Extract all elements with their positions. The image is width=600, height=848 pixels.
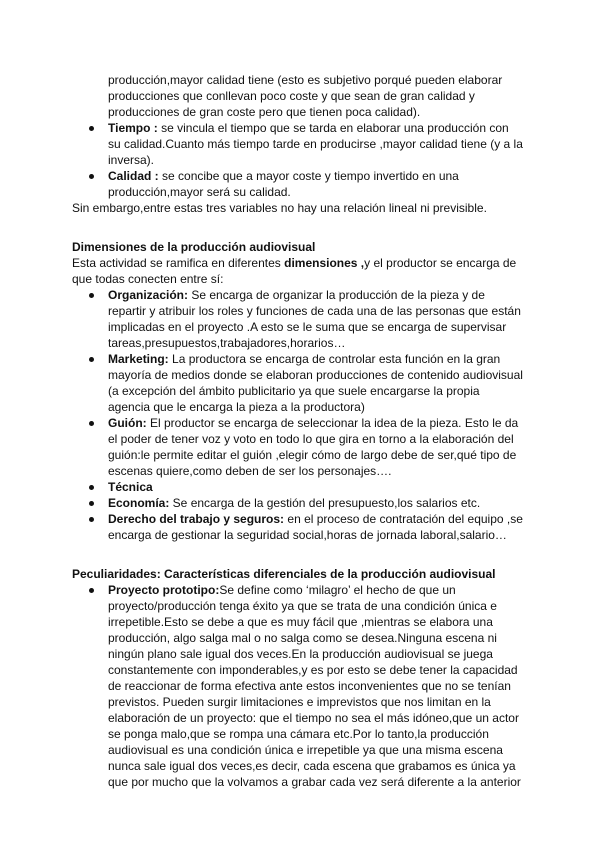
list-item-derecho: Derecho del trabajo y seguros: en el proceso de contratación del equipo ,se: [108, 512, 523, 526]
list-item-tiempo-line: su calidad.Cuanto más tiempo tarde en producirse ,mayor calidad tiene (y a la: [108, 137, 523, 151]
list-item-proyecto-prototipo-line: ningún plano sale igual dos veces.En la producción audiovisual se juega: [108, 647, 493, 661]
list-item-marketing-line: mayoría de medios donde se elaboran producciones de contenido audiovisual: [108, 368, 523, 382]
list-item-proyecto-prototipo-line: elaboración de un proyecto: que el tiempo no sea el más idóneo,que un actor: [108, 711, 519, 725]
list-item-proyecto-prototipo-line: constantemente con imponderables,y es por esto se debe tener la capacidad: [108, 663, 518, 677]
list-item-proyecto-prototipo-line: producción, algo salga mal o no salga como se desea.Ninguna escena ni: [108, 631, 497, 645]
list-item-marketing-bullet: [89, 357, 94, 362]
list-item-derecho-bullet: [89, 517, 94, 522]
list-item-marketing: Marketing: La productora se encarga de controlar esta función en la gran: [108, 352, 501, 366]
list-item-organizacion-line: repartir y atribuir los roles y funciones de cada una de las personas que están: [108, 304, 521, 318]
list-item-organizacion: Organización: Se encarga de organizar la producción de la pieza y de: [108, 288, 485, 302]
section-heading-peculiaridades: Peculiaridades: Características diferenciales de la producción audiovisual: [72, 567, 496, 581]
paragraph-line: producciones de gran coste pero que tienen poca calidad).: [108, 105, 421, 119]
list-item-guion: Guión: El productor se encarga de seleccionar la idea de la pieza. Esto le da: [108, 416, 519, 430]
list-item-proyecto-prototipo-bullet: [89, 588, 94, 593]
list-item-economia: Economía: Se encarga de la gestión del presupuesto,los salarios etc.: [108, 496, 481, 510]
list-item-tiempo-line: inversa).: [108, 153, 155, 167]
list-item-proyecto-prototipo-line: se ponga malo,que se rompa una cámara etc.Por lo tanto,la producción: [108, 727, 489, 741]
paragraph-line: que todas conecten entre sí:: [72, 272, 224, 286]
list-item-proyecto-prototipo-line: que por mucho que la volvamos a grabar cada vez será diferente a la anterior: [108, 775, 521, 789]
list-item-tiempo-bullet: [89, 126, 94, 131]
list-item-tecnica: Técnica: [108, 480, 153, 494]
list-item-marketing-line: (a excepción del ámbito publicitario ya que suele encargarse la propia: [108, 384, 480, 398]
list-item-proyecto-prototipo-line: proyecto/producción tenga éxito ya que se trata de una condición única e: [108, 599, 497, 613]
list-item-calidad-line: producción,mayor será su calidad.: [108, 185, 291, 199]
list-item-tecnica-bullet: [89, 485, 94, 490]
list-item-organizacion-bullet: [89, 293, 94, 298]
list-item-proyecto-prototipo-line: nunca sale igual dos veces,es decir, cada escena que grabamos es única ya: [108, 759, 516, 773]
list-item-proyecto-prototipo-line: irrepetible.Esto se debe a que es muy fácil que ,mientras se elabora una: [108, 615, 493, 629]
list-item-economia-bullet: [89, 501, 94, 506]
list-item-calidad-bullet: [89, 174, 94, 179]
paragraph-line: producciones que conllevan poco coste y que sean de gran calidad y: [108, 89, 475, 103]
paragraph-line: Sin embargo,entre estas tres variables no hay una relación lineal ni previsible.: [72, 201, 487, 215]
section-heading-dimensiones: Dimensiones de la producción audiovisual: [72, 240, 316, 254]
list-item-guion-bullet: [89, 421, 94, 426]
list-item-proyecto-prototipo-line: audiovisual es una condición única e irrepetible ya que una misma escena: [108, 743, 503, 757]
paragraph-line: producción,mayor calidad tiene (esto es subjetivo porqué pueden elaborar: [108, 73, 503, 87]
list-item-derecho-line: encarga de gestionar la seguridad social,horas de jornada laboral,salario…: [108, 528, 507, 542]
list-item-proyecto-prototipo-line: previstos. Pueden surgir limitaciones e imprevistos que nos limitan en la: [108, 695, 491, 709]
list-item-guion-line: escenas quiere,como deben de ser los personajes….: [108, 464, 392, 478]
list-item-organizacion-line: tareas,presupuestos,trabajadores,horarios…: [108, 336, 346, 350]
list-item-tiempo: Tiempo : se vincula el tiempo que se tarda en elaborar una producción con: [108, 121, 509, 135]
list-item-calidad: Calidad : se concibe que a mayor coste y tiempo invertido en una: [108, 169, 459, 183]
list-item-marketing-line: agencia que le encarga la pieza a la productora): [108, 400, 365, 414]
list-item-proyecto-prototipo: Proyecto prototipo:Se define como ‘milagro’ el hecho de que un: [108, 583, 456, 597]
list-item-guion-line: el poder de tener voz y voto en todo lo que gira en torno a la elaboración del: [108, 432, 514, 446]
paragraph-line: Esta actividad se ramifica en diferentes dimensiones ,y el productor se encarga de: [72, 256, 517, 270]
list-item-proyecto-prototipo-line: de reaccionar de forma efectiva ante estos inconvenientes que no se tenían: [108, 679, 511, 693]
list-item-guion-line: guión:le permite editar el guión ,elegir cómo de largo debe de ser,qué tipo de: [108, 448, 517, 462]
list-item-organizacion-line: implicadas en el proyecto .A esto se le suma que se encarga de supervisar: [108, 320, 507, 334]
